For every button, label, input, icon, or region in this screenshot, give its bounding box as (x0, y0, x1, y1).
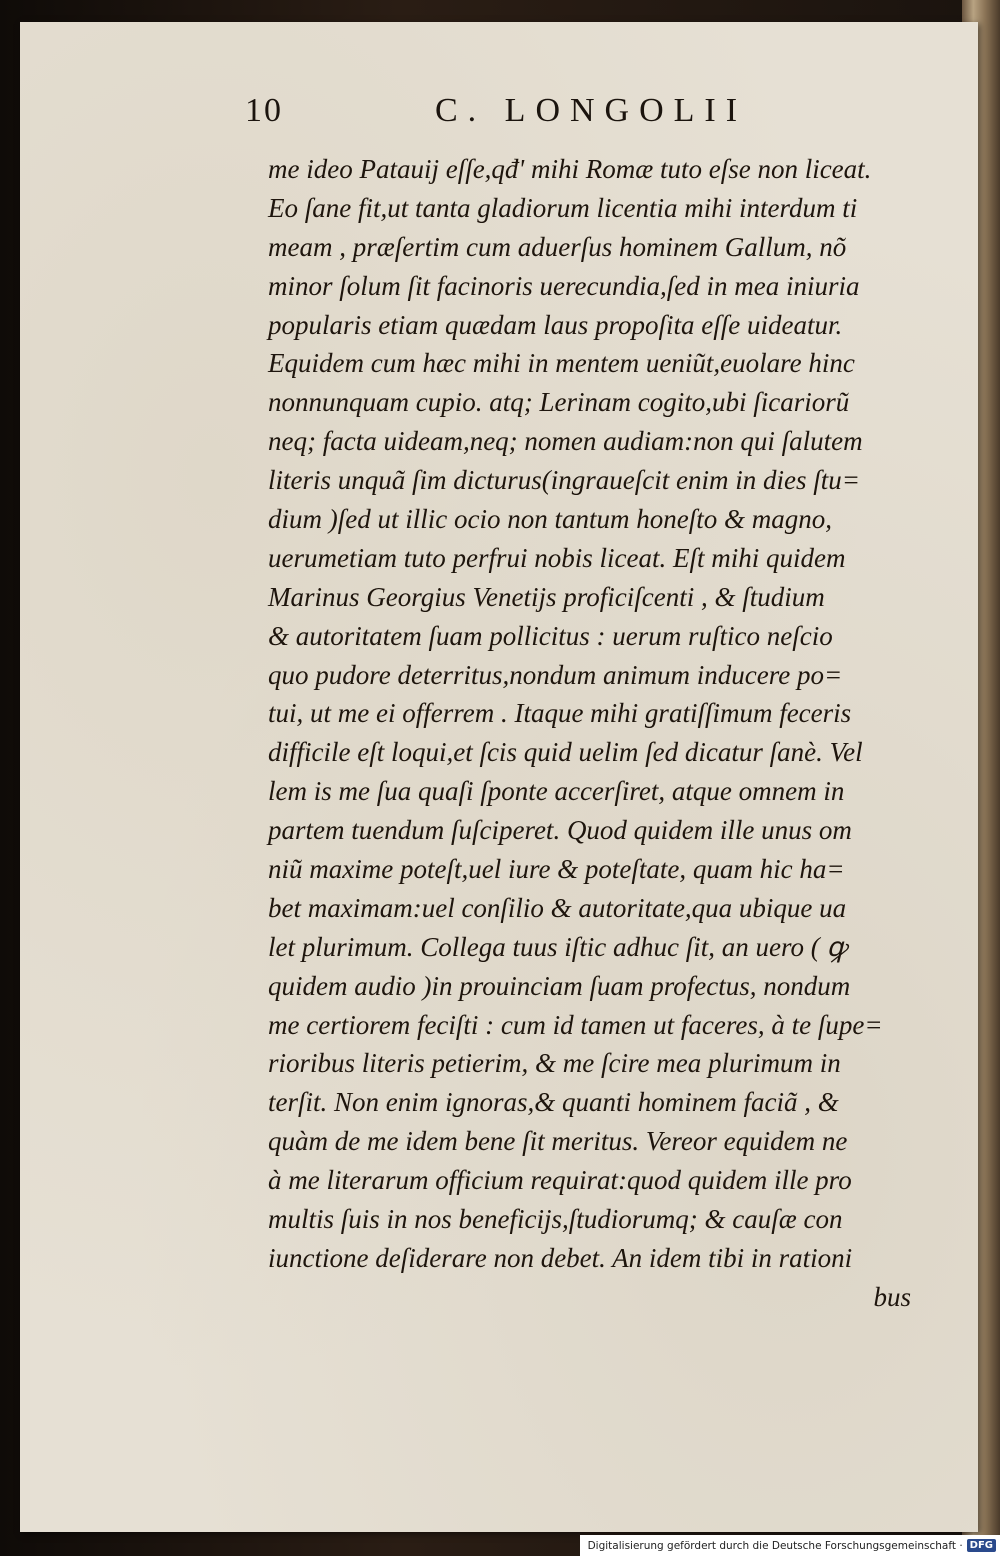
text-line: rioribus literis petierim, & me ſcire mea plurimum in (268, 1048, 841, 1079)
text-line: uerumetiam tuto perfrui nobis liceat. Eſt mihi quidem (268, 542, 846, 573)
text-line: quàm de me idem bene ſit meritus. Vereor equidem ne (268, 1126, 848, 1157)
page-header (245, 92, 785, 142)
text-line: partem tuendum ſuſciperet. Quod quidem ille unus om (268, 815, 852, 846)
dfg-logo-icon: DFG (967, 1539, 996, 1552)
text-line: quo pudore deterritus,nondum animum inducere po= (268, 659, 843, 690)
text-line: neq; facta uideam,neq; nomen audiam:non qui ſalutem (268, 426, 863, 457)
text-line: meam , præſertim cum aduerſus hominem Gallum, nõ (268, 231, 847, 262)
catchword: bus (873, 1281, 911, 1312)
text-line: popularis etiam quædam laus propoſita eſſe uideatur. (268, 309, 843, 340)
text-line: lem is me ſua quaſi ſponte accerſiret, atque omnem in (268, 776, 845, 807)
text-line: literis unquã ſim dicturus(ingraueſcit enim in dies ſtu= (268, 465, 860, 496)
text-line: Eo ſane fit,ut tanta gladiorum licentia mihi interdum ti (268, 192, 858, 223)
text-line: me ideo Patauij eſſe,qđ' mihi Romæ tuto eſse non liceat. (268, 154, 872, 184)
running-head: C. LONGOLII (435, 92, 748, 129)
text-line: à me literarum officium requirat:quod quidem ille pro (268, 1165, 852, 1196)
footer-text: Digitalisierung gefördert durch die Deutsche Forschungsgemeinschaft · (587, 1539, 963, 1552)
text-line: let plurimum. Collega tuus iſtic adhuc ſit, an uero ( ꝙ (268, 931, 847, 962)
text-line: Equidem cum hæc mihi in mentem ueniũt,euolare hinc (268, 348, 855, 379)
text-line: Marinus Georgius Venetijs proficiſcenti , & ſtudium (268, 581, 825, 612)
text-line: terſit. Non enim ignoras,& quanti hominem faciã , & (268, 1087, 839, 1118)
text-line: bet maximam:uel conſilio & autoritate,qua ubique ua (268, 892, 847, 923)
text-line: niũ maxime poteſt,uel iure & poteſtate, quam hic ha= (268, 854, 845, 885)
text-line: difficile eſt loqui,et ſcis quid uelim ſed dicatur ſanè. Vel (268, 737, 863, 768)
text-line: & autoritatem ſuam pollicitus : uerum ruſtico neſcio (268, 620, 833, 651)
text-line: iunctione deſiderare non debet. An idem tibi in rationi (268, 1242, 853, 1273)
digitization-footer (580, 1535, 1000, 1556)
text-line: dium )ſed ut illic ocio non tantum honeſto & magno, (268, 504, 832, 535)
text-line: minor ſolum ſit facinoris uerecundia,ſed in mea iniuria (268, 270, 860, 301)
body-text (268, 150, 933, 1317)
page-number: 10 (245, 92, 283, 129)
text-line: me certiorem feciſti : cum id tamen ut faceres, à te ſupe= (268, 1009, 883, 1040)
text-line: multis ſuis in nos beneficijs,ſtudiorumq; & cauſæ con (268, 1204, 843, 1235)
text-line: nonnunquam cupio. atq; Lerinam cogito,ubi ſicariorũ (268, 387, 850, 418)
text-line: tui, ut me ei offerrem . Itaque mihi gratiſſimum feceris (268, 698, 852, 729)
text-line: quidem audio )in prouinciam ſuam profectus, nondum (268, 970, 851, 1001)
